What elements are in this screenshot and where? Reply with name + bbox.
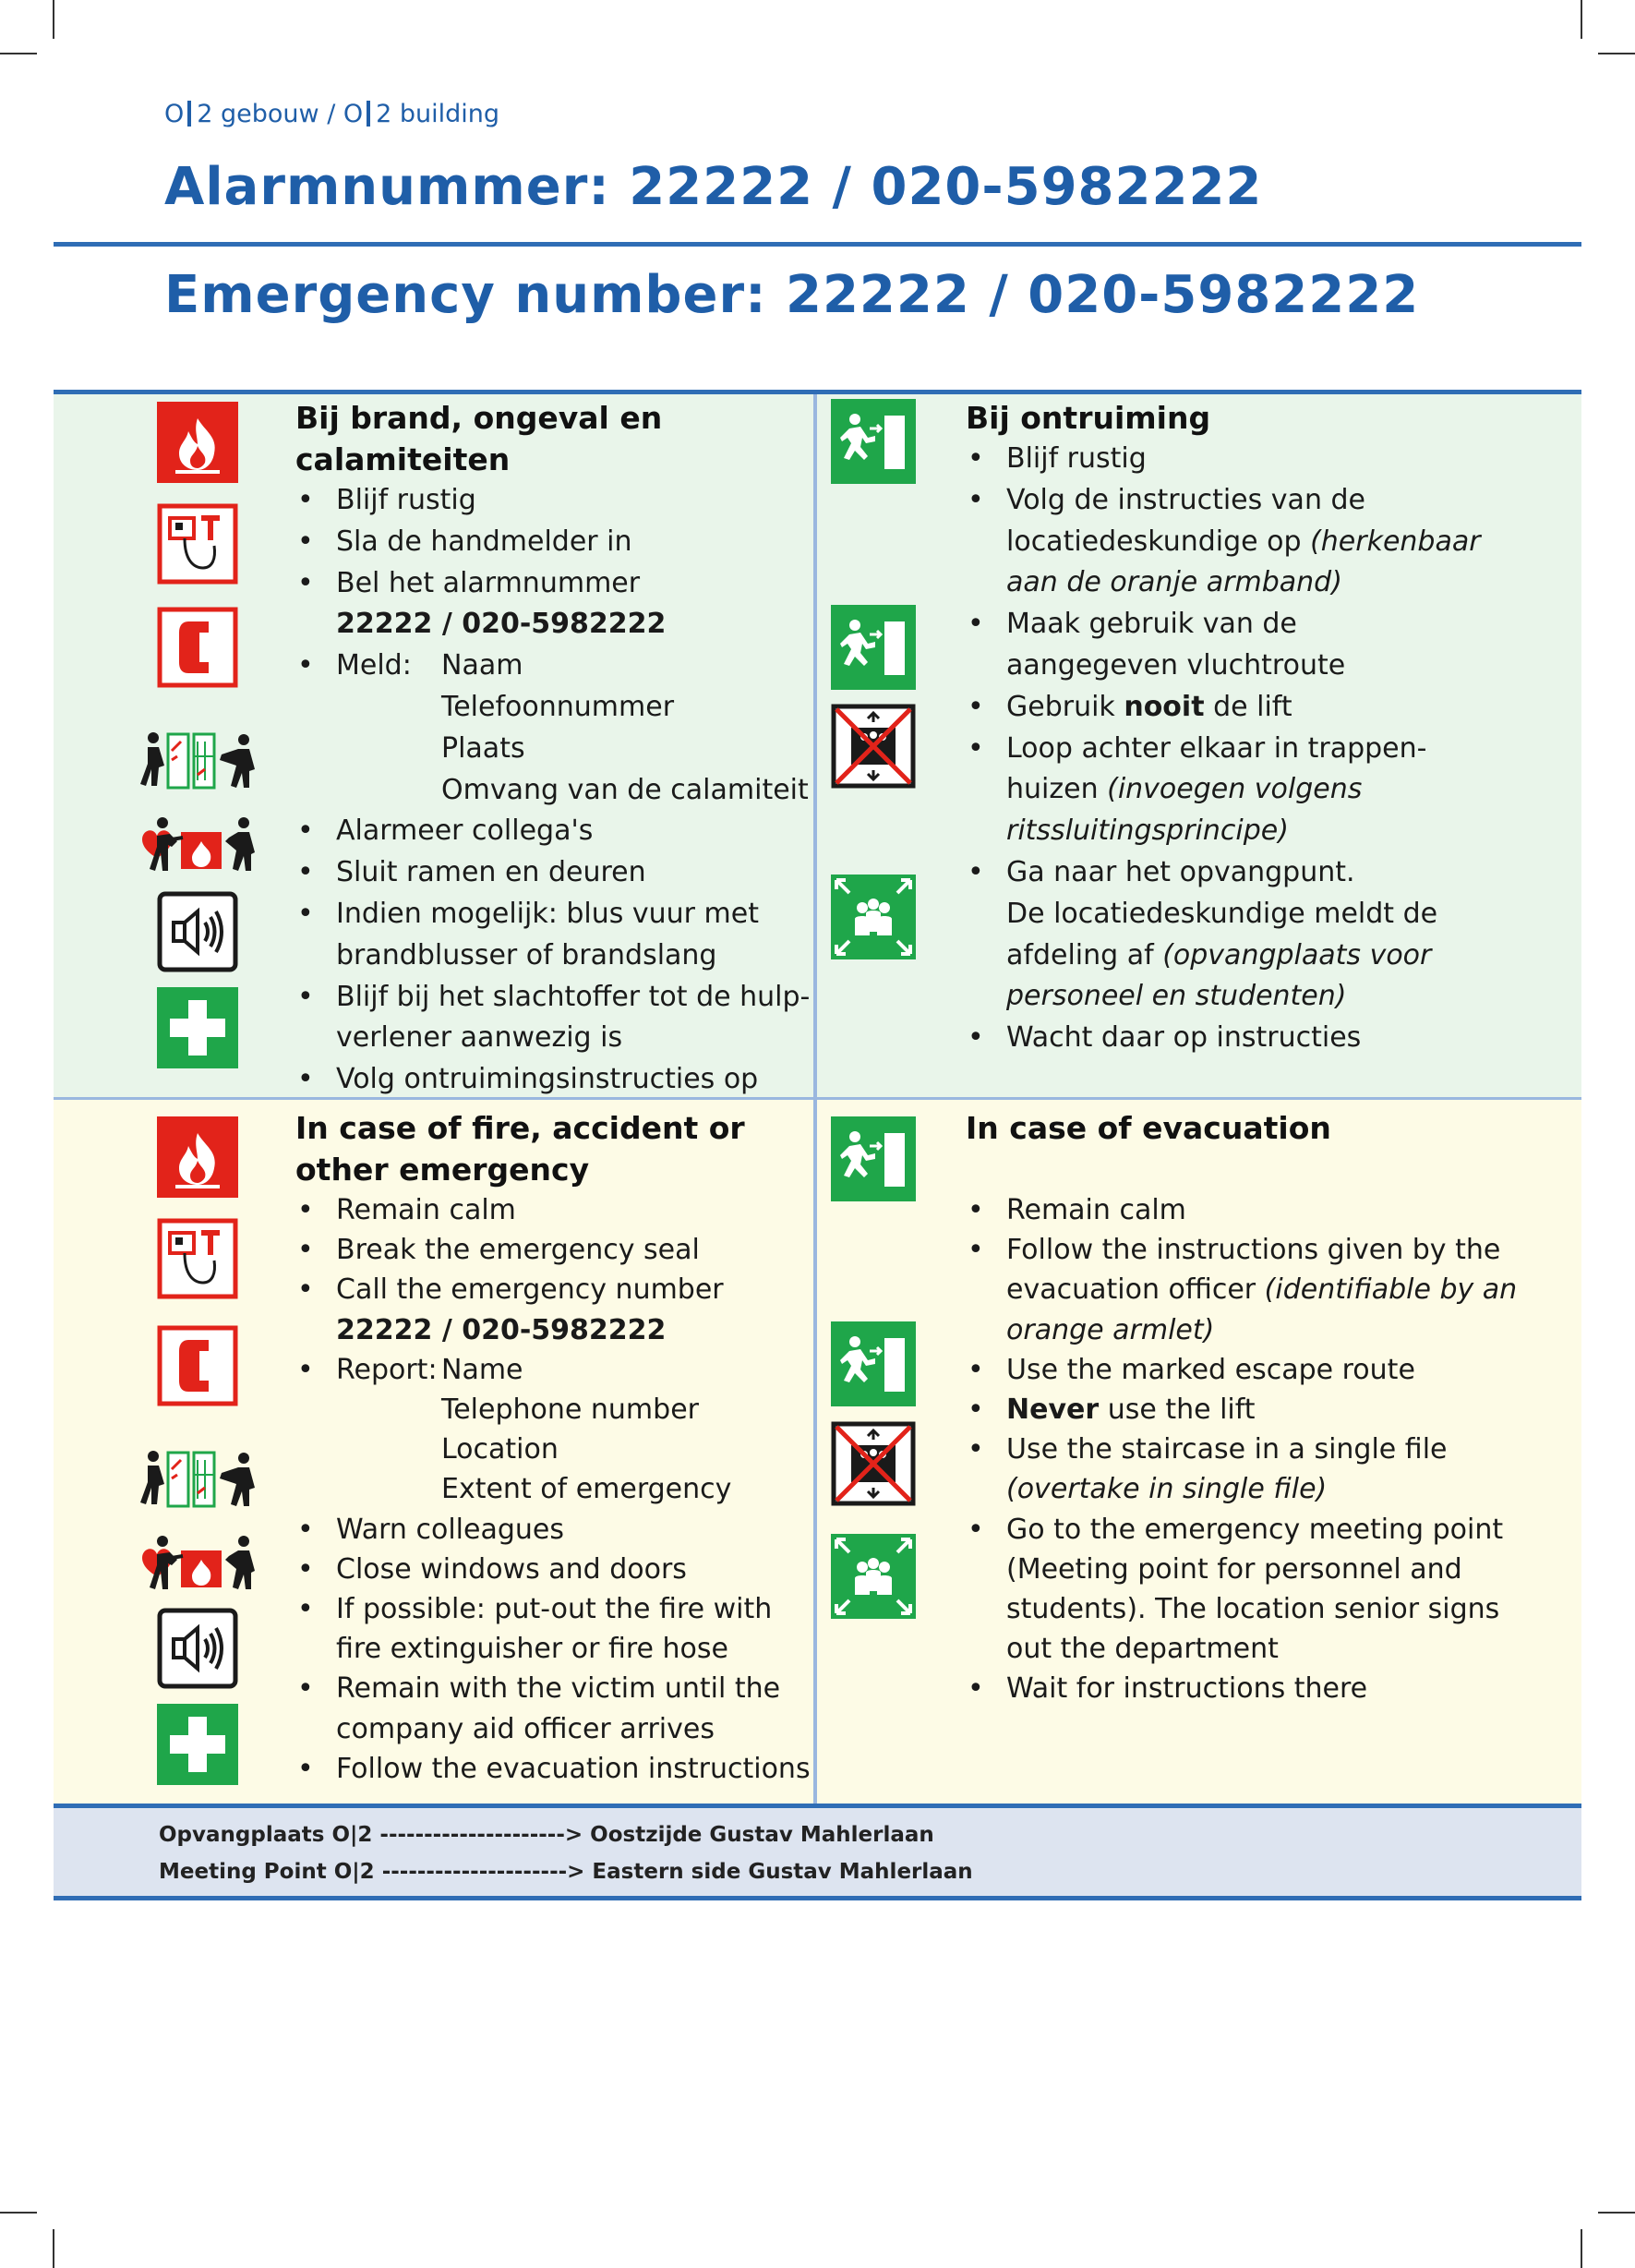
list-item (295, 1350, 812, 1390)
list-item-continuation: company aid officer arrives (336, 1712, 715, 1745)
list-item-continuation (966, 769, 1566, 811)
alarm-number: 22222 / 020-5982222 (336, 1313, 667, 1346)
italic-note: (herkenbaar (1310, 525, 1481, 558)
crop-mark (53, 2229, 54, 2268)
list-item-continuation: aangegeven vluchtroute (1006, 648, 1346, 682)
list-item: • Volg de instructies van de (966, 480, 1566, 522)
list-item-continuation: verlener aanwezig is (336, 1021, 623, 1055)
crop-mark (53, 0, 54, 39)
fire-extinguish-icon (140, 1532, 260, 1595)
divider (54, 242, 1581, 247)
list-item-continuation: (Meeting point for personnel and (1006, 1552, 1462, 1586)
column-divider (813, 394, 817, 1101)
logo-bar (187, 101, 191, 127)
list-item: • Use the marked escape route (966, 1350, 1566, 1390)
list-item: • Indien mogelijk: blus vuur met (295, 894, 812, 935)
list-item (295, 645, 812, 687)
alarm-number-title: Alarmnummer: 22222 / 020-5982222 (164, 157, 1263, 217)
report-sub-item: Extent of emergency (441, 1473, 732, 1506)
report-sub-item: Location (441, 1433, 559, 1466)
list-item (966, 687, 1566, 729)
list-item: • Maak gebruik van de (966, 604, 1566, 645)
breadcrumb-part: O (164, 100, 185, 128)
report-sub-item: Plaats (441, 731, 525, 765)
crop-mark (1581, 2229, 1582, 2268)
italic-note: (identifiable by an (1264, 1273, 1518, 1307)
text-part: evacuation officer (1006, 1273, 1265, 1307)
fire-alarm-icon (157, 1218, 238, 1299)
emphasis-text: Never (1006, 1393, 1100, 1427)
breadcrumb (164, 100, 499, 128)
text-part: locatiedeskundige op (1006, 525, 1311, 558)
list-item-continuation (966, 1270, 1566, 1309)
list-item: • Warn colleagues (295, 1510, 812, 1550)
report-sub-item: Omvang van de calamiteit (441, 773, 809, 806)
list-item: • Go to the emergency meeting point (966, 1510, 1566, 1550)
list-item: • Sluit ramen en deuren (295, 852, 812, 894)
emergency-exit-icon (831, 1116, 916, 1201)
column-divider (813, 1100, 817, 1808)
list-item: • Volg ontruimingsinstructies op (295, 1059, 812, 1101)
list-item: • Call the emergency number (295, 1270, 812, 1309)
list-item: • Ga naar het opvangpunt. (966, 852, 1566, 894)
section-heading: In case of fire, accident or (295, 1110, 745, 1146)
text-part: de lift (1204, 690, 1292, 723)
list-item: • If possible: put-out the fire with (295, 1589, 812, 1629)
alarm-number: 22222 / 020-5982222 (336, 608, 667, 641)
report-sub-item: Naam (441, 649, 523, 682)
list-item-continuation (966, 522, 1566, 563)
list-item: • Blijf rustig (295, 480, 812, 522)
evacuation-instructions-nl (966, 397, 1566, 1059)
list-item: • Wait for instructions there (966, 1669, 1566, 1708)
report-sub-item: Name (441, 1353, 523, 1386)
assembly-point-icon (831, 875, 916, 959)
emergency-exit-icon (831, 605, 916, 690)
breadcrumb-part: 2 gebouw / O (197, 100, 364, 128)
logo-bar (367, 101, 370, 127)
list-item: • Blijf bij het slachtoffer tot de hulp- (295, 977, 812, 1019)
section-heading: In case of evacuation (966, 1110, 1331, 1146)
report-sub-item: Telefoonnummer (441, 690, 675, 723)
text-part: use the lift (1099, 1393, 1256, 1427)
evacuation-instructions-en (966, 1107, 1566, 1709)
list-item-continuation: out the department (1006, 1633, 1279, 1666)
instruction-list (295, 1190, 812, 1789)
italic-note: (invoegen volgens (1107, 773, 1363, 806)
crop-mark (1598, 2212, 1635, 2214)
emergency-phone-icon (157, 1325, 238, 1406)
emergency-phone-icon (157, 607, 238, 688)
breadcrumb-part: 2 building (376, 100, 500, 128)
section-heading: other emergency (295, 1152, 590, 1188)
report-label: Meld: (336, 649, 412, 682)
list-item: • Remain calm (295, 1190, 812, 1230)
fire-icon (157, 1116, 238, 1198)
list-item: • Remain calm (966, 1190, 1566, 1230)
list-item: • Close windows and doors (295, 1550, 812, 1589)
list-item-continuation: brandblusser of brandslang (336, 938, 717, 971)
list-item: • Wacht daar op instructies (966, 1018, 1566, 1059)
section-heading: Bij brand, ongeval en calamiteiten (295, 400, 663, 477)
italic-note: (overtake in single file) (1006, 1473, 1328, 1506)
crop-mark (1581, 0, 1582, 39)
close-doors-icon (140, 1447, 260, 1510)
meeting-point-footer (54, 1804, 1581, 1900)
list-item: • Follow the evacuation instructions (295, 1749, 812, 1789)
report-label: Report: (336, 1353, 438, 1386)
italic-note: aan de oranje armband) (1006, 566, 1342, 599)
list-item: • Follow the instructions given by the (966, 1230, 1566, 1270)
list-item-continuation: students). The location senior signs (1006, 1593, 1500, 1626)
text-part: Gebruik (1006, 690, 1124, 723)
emergency-exit-icon (831, 399, 916, 484)
fire-extinguish-icon (140, 814, 260, 876)
list-item: • Break the emergency seal (295, 1230, 812, 1270)
english-instructions-panel (54, 1097, 1581, 1808)
list-item-continuation: fire extinguisher or fire hose (336, 1633, 728, 1666)
section-heading: Bij ontruiming (966, 400, 1211, 436)
assembly-point-icon (831, 1534, 916, 1619)
speaker-alarm-icon (157, 891, 238, 972)
list-item-continuation: De locatiedeskundige meldt de (1006, 897, 1438, 930)
no-lift-icon (831, 704, 916, 789)
list-item: • Sla de handmelder in (295, 522, 812, 563)
fire-instructions-en (295, 1107, 812, 1789)
list-item: • Blijf rustig (966, 439, 1566, 480)
instruction-list (295, 480, 812, 1101)
meeting-point-en: Meeting Point O|2 ---------------------> Eastern side Gustav Mahlerlaan (159, 1860, 973, 1884)
emergency-number-title: Emergency number: 22222 / 020-5982222 (164, 265, 1420, 325)
fire-icon (157, 402, 238, 483)
list-item: • Remain with the victim until the (295, 1669, 812, 1708)
list-item: • Use the staircase in a single file (966, 1430, 1566, 1469)
crop-mark (0, 2212, 37, 2214)
crop-mark (0, 53, 37, 54)
instruction-list (966, 1190, 1566, 1709)
emergency-exit-icon (831, 1321, 916, 1406)
speaker-alarm-icon (157, 1608, 238, 1689)
crop-mark (1598, 53, 1635, 54)
meeting-point-nl: Opvangplaats O|2 ---------------------> Oostzijde Gustav Mahlerlaan (159, 1823, 934, 1847)
first-aid-icon (157, 987, 238, 1068)
instruction-list (966, 439, 1566, 1059)
dutch-instructions-panel (54, 390, 1581, 1101)
emphasis-text: nooit (1124, 690, 1205, 723)
list-item: • Loop achter elkaar in trappen- (966, 729, 1566, 770)
italic-note: personeel en studenten) (1006, 980, 1347, 1013)
no-lift-icon (831, 1421, 916, 1506)
list-item: • Alarmeer collega's (295, 811, 812, 852)
list-item (966, 1390, 1566, 1430)
list-item-continuation (966, 935, 1566, 977)
italic-note: (opvangplaats voor (1162, 938, 1432, 971)
report-sub-item: Telephone number (441, 1393, 699, 1427)
text-part: huizen (1006, 773, 1108, 806)
fire-instructions-nl (295, 397, 812, 1101)
first-aid-icon (157, 1704, 238, 1785)
text-part: afdeling af (1006, 938, 1163, 971)
close-doors-icon (140, 729, 260, 791)
list-item: • Bel het alarmnummer (295, 563, 812, 605)
italic-note: orange armlet) (1006, 1313, 1215, 1346)
fire-alarm-icon (157, 503, 238, 585)
italic-note: ritssluitingsprincipe) (1006, 814, 1289, 848)
